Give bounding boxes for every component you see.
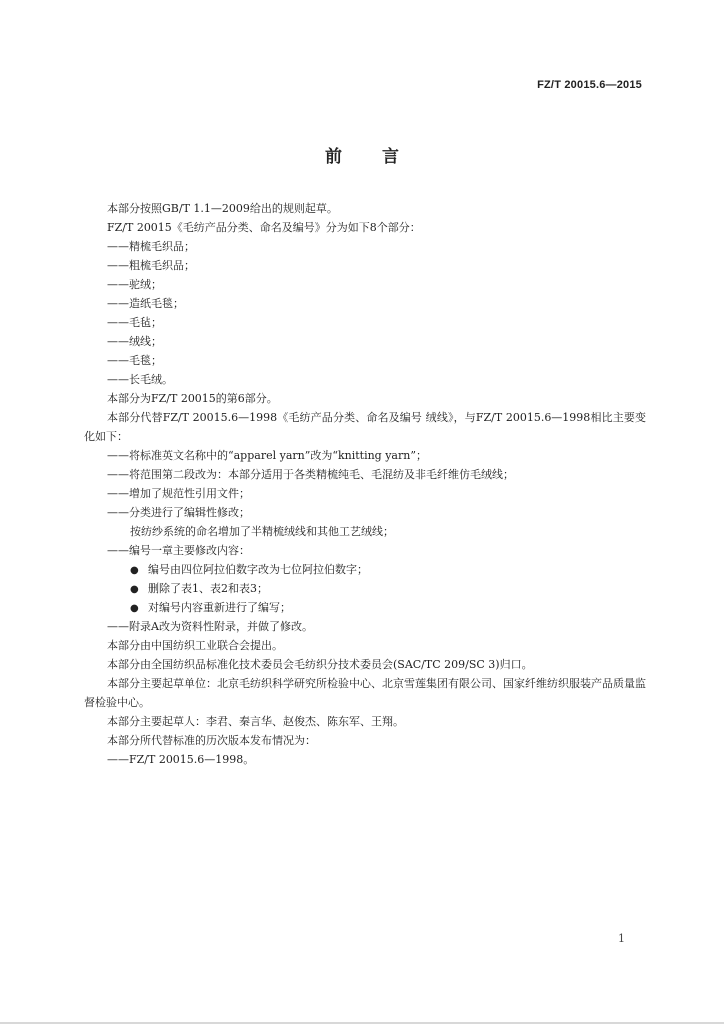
list-item: ——驼绒； [107, 278, 162, 291]
paragraph: FZ/T 20015《毛纺产品分类、命名及编号》分为如下8个部分： [107, 221, 421, 234]
preface-body [84, 199, 646, 769]
bullet-icon: ● [130, 584, 139, 595]
list-item: ——FZ/T 20015.6—1998。 [107, 753, 255, 766]
bullet-icon: ● [130, 565, 139, 576]
page-title: 前言 [325, 147, 439, 167]
list-item: ——分类进行了编辑性修改； [107, 506, 250, 519]
list-item: ——将标准英文名称中的“apparel yarn”改为“knitting yarn”； [107, 449, 427, 462]
paragraph: 本部分按照GB/T 1.1—2009给出的规则起草。 [107, 202, 338, 215]
list-item: ——将范围第二段改为：本部分适用于各类精梳纯毛、毛混纺及非毛纤维仿毛绒线； [107, 468, 514, 481]
standard-number: FZ/T 20015.6—2015 [537, 79, 642, 91]
bullet-text: 删除了表1、表2和表3； [148, 582, 268, 595]
list-item: ——毛毡； [107, 316, 162, 329]
page-number: 1 [618, 932, 625, 945]
bullet-item [84, 579, 646, 598]
paragraph: 本部分主要起草单位：北京毛纺织科学研究所检验中心、北京雪莲集团有限公司、国家纤维纺织服装产品质量监督检验中心。 [84, 677, 646, 709]
bullet-item [84, 560, 646, 579]
list-item: ——长毛绒。 [107, 373, 173, 386]
list-item: ——造纸毛毯； [107, 297, 184, 310]
bullet-text: 对编号内容重新进行了编写； [148, 601, 291, 614]
paragraph: 本部分为FZ/T 20015的第6部分。 [107, 392, 278, 405]
list-item: ——毛毯； [107, 354, 162, 367]
paragraph: 本部分由中国纺织工业联合会提出。 [107, 639, 283, 652]
list-item: ——粗梳毛织品； [107, 259, 195, 272]
bullet-item [84, 598, 646, 617]
list-item: 按纺纱系统的命名增加了半精梳绒线和其他工艺绒线； [130, 525, 394, 538]
list-item: ——增加了规范性引用文件； [107, 487, 250, 500]
paragraph: 本部分所代替标准的历次版本发布情况为： [107, 734, 316, 747]
bullet-text: 编号由四位阿拉伯数字改为七位阿拉伯数字； [148, 563, 368, 576]
list-item: ——精梳毛织品； [107, 240, 195, 253]
paragraph: 本部分主要起草人：李君、秦言华、赵俊杰、陈东军、王翔。 [107, 715, 404, 728]
list-item: ——附录A改为资料性附录，并做了修改。 [107, 620, 313, 633]
list-item: ——绒线； [107, 335, 162, 348]
paragraph: 本部分由全国纺织品标准化技术委员会毛纺织分技术委员会(SAC/TC 209/SC 3)归口。 [107, 658, 533, 671]
paragraph: 本部分代替FZ/T 20015.6—1998《毛纺产品分类、命名及编号 绒线》，与FZ/T 20015.6—1998相比主要变化如下： [84, 411, 646, 443]
list-item: ——编号一章主要修改内容： [107, 544, 250, 557]
bullet-icon: ● [130, 603, 139, 614]
